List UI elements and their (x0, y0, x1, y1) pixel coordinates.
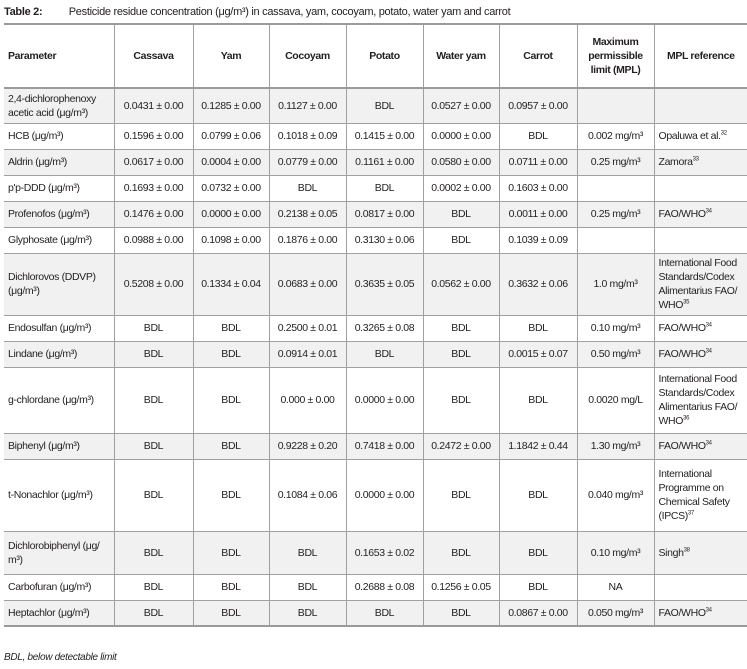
table-row (4, 201, 747, 227)
column-header: Potato (346, 24, 423, 88)
value-cell: 0.1018 ± 0.09 (269, 123, 346, 149)
mpl-reference-cell (654, 253, 747, 315)
citation-number: 34 (705, 322, 712, 329)
value-cell: BDL (193, 574, 269, 600)
value-cell: 0.0002 ± 0.00 (423, 175, 499, 201)
value-cell: 0.0732 ± 0.00 (193, 175, 269, 201)
parameter-cell: Dichlorovos (DDVP) (μg/m³) (4, 253, 114, 315)
mpl-reference-cell (654, 88, 747, 123)
value-cell: 1.0 mg/m³ (577, 253, 654, 315)
value-cell: 0.0004 ± 0.00 (193, 149, 269, 175)
value-cell: 0.0957 ± 0.00 (499, 88, 577, 123)
table-row (4, 175, 747, 201)
value-cell: 0.0020 mg/L (577, 367, 654, 433)
value-cell: BDL (114, 341, 193, 367)
citation-number: 35 (683, 299, 690, 306)
parameter-cell: Aldrin (μg/m³) (4, 149, 114, 175)
parameter-cell: Dichlorobiphenyl (μg/ m³) (4, 531, 114, 574)
parameter-cell: Profenofos (μg/m³) (4, 201, 114, 227)
value-cell: BDL (193, 600, 269, 626)
value-cell: 0.7418 ± 0.00 (346, 433, 423, 459)
citation-number: 37 (687, 510, 694, 517)
mpl-reference-cell (654, 123, 747, 149)
value-cell: 0.25 mg/m³ (577, 201, 654, 227)
parameter-cell: Endosulfan (μg/m³) (4, 315, 114, 341)
table-row (4, 433, 747, 459)
parameter-cell: Heptachlor (μg/m³) (4, 600, 114, 626)
table-row (4, 88, 747, 123)
value-cell: BDL (269, 574, 346, 600)
value-cell: 0.3265 ± 0.08 (346, 315, 423, 341)
citation-number: 33 (692, 156, 699, 163)
value-cell: BDL (499, 367, 577, 433)
column-header: Cocoyam (269, 24, 346, 88)
value-cell: 0.2138 ± 0.05 (269, 201, 346, 227)
value-cell: BDL (114, 433, 193, 459)
column-header: Yam (193, 24, 269, 88)
value-cell: BDL (193, 459, 269, 531)
value-cell: BDL (346, 341, 423, 367)
table-row (4, 531, 747, 574)
value-cell: 0.0015 ± 0.07 (499, 341, 577, 367)
reference-text: International Food Standards/Codex Alimentarius FAO/ WHO (658, 373, 738, 427)
citation-number: 32 (720, 130, 727, 137)
mpl-reference-cell (654, 201, 747, 227)
value-cell: BDL (193, 341, 269, 367)
citation-number: 34 (705, 208, 712, 215)
table-row (4, 367, 747, 433)
value-cell: 0.1476 ± 0.00 (114, 201, 193, 227)
table-label: Table 2: (4, 6, 43, 18)
value-cell: 0.0617 ± 0.00 (114, 149, 193, 175)
parameter-cell: 2,4-dichlorophenoxy acetic acid (μg/m³) (4, 88, 114, 123)
pesticide-residue-table (4, 23, 747, 627)
parameter-cell: p'p-DDD (μg/m³) (4, 175, 114, 201)
citation-number: 36 (683, 415, 690, 422)
value-cell: BDL (423, 459, 499, 531)
value-cell: BDL (193, 367, 269, 433)
value-cell: BDL (346, 175, 423, 201)
value-cell: BDL (423, 600, 499, 626)
parameter-cell: g-chlordane (μg/m³) (4, 367, 114, 433)
reference-text: Zamora (658, 156, 693, 168)
value-cell: BDL (193, 433, 269, 459)
value-cell: BDL (499, 574, 577, 600)
value-cell: BDL (114, 531, 193, 574)
table-row (4, 253, 747, 315)
value-cell: 0.0000 ± 0.00 (346, 459, 423, 531)
value-cell: BDL (114, 600, 193, 626)
value-cell: 1.1842 ± 0.44 (499, 433, 577, 459)
value-cell: 0.50 mg/m³ (577, 341, 654, 367)
value-cell: 0.0580 ± 0.00 (423, 149, 499, 175)
value-cell: BDL (114, 367, 193, 433)
table-caption (4, 6, 510, 18)
value-cell: 0.1596 ± 0.00 (114, 123, 193, 149)
value-cell: 1.30 mg/m³ (577, 433, 654, 459)
value-cell: 0.0000 ± 0.00 (423, 123, 499, 149)
mpl-reference-cell (654, 341, 747, 367)
value-cell (577, 227, 654, 253)
value-cell: 0.1098 ± 0.00 (193, 227, 269, 253)
value-cell: 0.0799 ± 0.06 (193, 123, 269, 149)
parameter-cell: Glyphosate (μg/m³) (4, 227, 114, 253)
value-cell: 0.0011 ± 0.00 (499, 201, 577, 227)
value-cell: 0.0000 ± 0.00 (193, 201, 269, 227)
value-cell: 0.0562 ± 0.00 (423, 253, 499, 315)
column-header: MPL reference (654, 24, 747, 88)
value-cell: BDL (423, 367, 499, 433)
citation-number: 34 (705, 440, 712, 447)
value-cell: 0.0683 ± 0.00 (269, 253, 346, 315)
parameter-cell: t-Nonachlor (μg/m³) (4, 459, 114, 531)
value-cell (577, 88, 654, 123)
value-cell: BDL (499, 531, 577, 574)
table-row (4, 459, 747, 531)
value-cell: 0.2688 ± 0.08 (346, 574, 423, 600)
column-header: Maximum permissible limit (MPL) (577, 24, 654, 88)
value-cell: 0.2472 ± 0.00 (423, 433, 499, 459)
value-cell: 0.1876 ± 0.00 (269, 227, 346, 253)
value-cell: 0.1415 ± 0.00 (346, 123, 423, 149)
value-cell: 0.0431 ± 0.00 (114, 88, 193, 123)
header-row (4, 24, 747, 88)
table-row (4, 574, 747, 600)
value-cell: BDL (346, 600, 423, 626)
value-cell: NA (577, 574, 654, 600)
value-cell: BDL (423, 201, 499, 227)
value-cell: 0.1161 ± 0.00 (346, 149, 423, 175)
reference-text: International Programme on Chemical Safety (IPCS) (658, 468, 730, 522)
citation-number: 38 (683, 547, 690, 553)
value-cell: 0.3130 ± 0.06 (346, 227, 423, 253)
value-cell: 0.0867 ± 0.00 (499, 600, 577, 626)
value-cell: BDL (114, 574, 193, 600)
value-cell: 0.1039 ± 0.09 (499, 227, 577, 253)
value-cell: 0.1603 ± 0.00 (499, 175, 577, 201)
table-row (4, 600, 747, 626)
value-cell: BDL (114, 459, 193, 531)
value-cell: 0.0988 ± 0.00 (114, 227, 193, 253)
value-cell: BDL (499, 123, 577, 149)
table-row (4, 341, 747, 367)
table-row (4, 315, 747, 341)
value-cell: 0.9228 ± 0.20 (269, 433, 346, 459)
value-cell: 0.1285 ± 0.00 (193, 88, 269, 123)
value-cell: 0.1693 ± 0.00 (114, 175, 193, 201)
value-cell: BDL (114, 315, 193, 341)
mpl-reference-cell (654, 227, 747, 253)
reference-text: FAO/WHO (658, 348, 706, 360)
value-cell: 0.1256 ± 0.05 (423, 574, 499, 600)
mpl-reference-cell (654, 574, 747, 600)
reference-text: Opaluwa et al. (658, 130, 721, 142)
value-cell: BDL (423, 315, 499, 341)
value-cell: 0.050 mg/m³ (577, 600, 654, 626)
value-cell: BDL (499, 315, 577, 341)
table-row (4, 227, 747, 253)
mpl-reference-cell (654, 433, 747, 459)
mpl-reference-cell (654, 531, 747, 574)
value-cell: 0.5208 ± 0.00 (114, 253, 193, 315)
value-cell: BDL (499, 459, 577, 531)
value-cell: 0.0527 ± 0.00 (423, 88, 499, 123)
value-cell: 0.10 mg/m³ (577, 315, 654, 341)
value-cell: BDL (193, 315, 269, 341)
value-cell: 0.040 mg/m³ (577, 459, 654, 531)
value-cell: 0.000 ± 0.00 (269, 367, 346, 433)
value-cell: BDL (423, 531, 499, 574)
parameter-cell: Lindane (μg/m³) (4, 341, 114, 367)
reference-text: FAO/WHO (658, 440, 706, 452)
parameter-cell: HCB (μg/m³) (4, 123, 114, 149)
column-header: Carrot (499, 24, 577, 88)
value-cell: 0.0817 ± 0.00 (346, 201, 423, 227)
value-cell: 0.002 mg/m³ (577, 123, 654, 149)
table-row (4, 123, 747, 149)
table-row (4, 149, 747, 175)
value-cell: BDL (346, 88, 423, 123)
reference-text: FAO/WHO (658, 322, 706, 334)
mpl-reference-cell (654, 149, 747, 175)
mpl-reference-cell (654, 175, 747, 201)
value-cell: 0.1653 ± 0.02 (346, 531, 423, 574)
value-cell: 0.1334 ± 0.04 (193, 253, 269, 315)
column-header: Parameter (4, 24, 114, 88)
mpl-reference-cell (654, 600, 747, 626)
value-cell: 0.25 mg/m³ (577, 149, 654, 175)
parameter-cell: Carbofuran (μg/m³) (4, 574, 114, 600)
value-cell: 0.10 mg/m³ (577, 531, 654, 574)
value-cell (577, 175, 654, 201)
table-title: Pesticide residue concentration (μg/m³) in cassava, yam, cocoyam, potato, water yam and carrot (68, 6, 511, 18)
value-cell: 0.0000 ± 0.00 (346, 367, 423, 433)
value-cell: 0.1127 ± 0.00 (269, 88, 346, 123)
footnote: BDL, below detectable limit (4, 652, 117, 663)
value-cell: 0.0711 ± 0.00 (499, 149, 577, 175)
value-cell: BDL (269, 531, 346, 574)
mpl-reference-cell (654, 459, 747, 531)
reference-text: International Food Standards/Codex Alimentarius FAO/ WHO (658, 257, 738, 311)
citation-number: 34 (705, 348, 712, 355)
value-cell: 0.2500 ± 0.01 (269, 315, 346, 341)
mpl-reference-cell (654, 367, 747, 433)
value-cell: 0.1084 ± 0.06 (269, 459, 346, 531)
reference-text: Singh (658, 546, 684, 559)
mpl-reference-cell (654, 315, 747, 341)
value-cell: 0.3632 ± 0.06 (499, 253, 577, 315)
value-cell: BDL (423, 227, 499, 253)
citation-number: 34 (705, 607, 712, 614)
value-cell: BDL (193, 531, 269, 574)
column-header: Cassava (114, 24, 193, 88)
parameter-cell: Biphenyl (μg/m³) (4, 433, 114, 459)
reference-text: FAO/WHO (658, 208, 706, 220)
value-cell: 0.3635 ± 0.05 (346, 253, 423, 315)
value-cell: BDL (423, 341, 499, 367)
reference-text: FAO/WHO (658, 606, 706, 619)
value-cell: BDL (269, 600, 346, 626)
value-cell: 0.0779 ± 0.00 (269, 149, 346, 175)
column-header: Water yam (423, 24, 499, 88)
value-cell: BDL (269, 175, 346, 201)
value-cell: 0.0914 ± 0.01 (269, 341, 346, 367)
